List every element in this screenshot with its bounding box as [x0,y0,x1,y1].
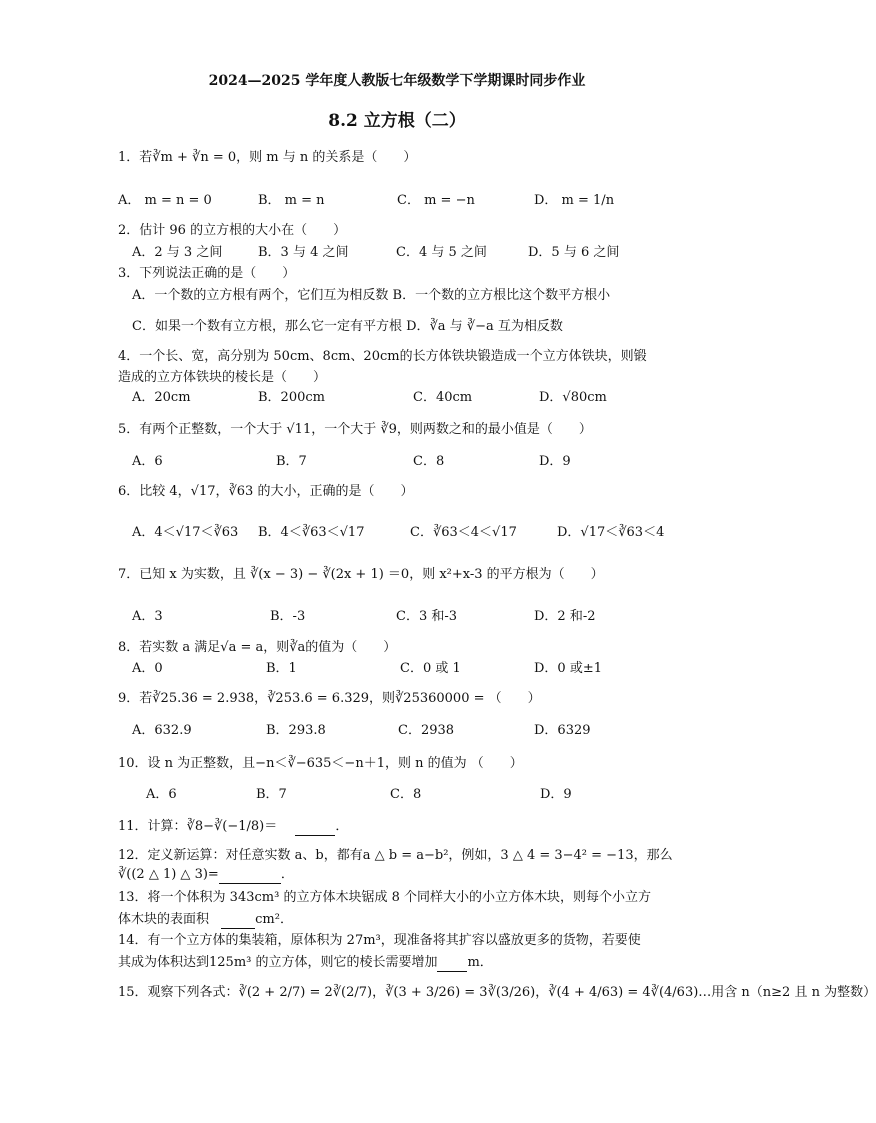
question-13: 13．将一个体积为 343cm³ 的立方体木块锯成 8 个同样大小的小立方体木块，则每个小立方 [118,890,651,905]
question-11 [118,817,348,836]
q6-option-a: A．4＜√17＜∛63 [132,525,239,540]
question-13-cont-text: 体木块的表面积 [118,912,210,927]
page-title: 2024—2025 学年度人教版七年级数学下学期课时同步作业 [208,73,586,89]
q8-option-c: C．0 或 1 [400,661,461,676]
q1-option-d: D． m = 1/n [534,193,615,208]
question-2: 2．估计 96 的立方根的大小在（ ） [118,223,347,238]
q2-option-d: D．5 与 6 之间 [528,245,620,260]
question-14-end: m． [467,955,493,970]
q7-option-c: C．3 和-3 [396,609,458,624]
question-14-cont-text: 其成为体积达到125m³ 的立方体，则它的棱长需要增加 [118,955,438,970]
q2-option-b: B．3 与 4 之间 [258,245,349,260]
q6-option-c: C．∛63＜4＜√17 [410,525,517,540]
answer-blank-14[interactable] [437,953,467,972]
q4-option-c: C．40cm [413,390,473,405]
question-8: 8．若实数 a 满足√a = a，则∛a的值为（ ） [118,640,397,655]
q3-options-ab: A．一个数的立方根有两个，它们互为相反数 B．一个数的立方根比这个数平方根小 [132,288,611,303]
question-1: 1．若∛m + ∛n = 0，则 m 与 n 的关系是（ ） [118,150,417,165]
q5-option-d: D．9 [539,454,571,469]
q10-option-d: D．9 [540,787,572,802]
question-9: 9．若∛25.36 = 2.938，∛253.6 = 6.329，则∛25360000 = （ ） [118,691,541,706]
q6-option-d: D．√17＜∛63＜4 [557,525,665,540]
q2-option-c: C．4 与 5 之间 [396,245,487,260]
question-12-cont-text: ∛((2 △ 1) △ 3)= [118,867,219,882]
question-10: 10．设 n 为正整数，且−n＜∛−635＜−n＋1，则 n 的值为 （ ） [118,756,523,771]
q9-option-a: A．632.9 [132,723,192,738]
q4-option-a: A．20cm [132,390,191,405]
q9-option-c: C．2938 [398,723,455,738]
q7-option-a: A．3 [132,609,163,624]
q10-option-b: B．7 [256,787,287,802]
question-4: 4．一个长、宽，高分别为 50cm、8cm、20cm的长方体铁块锻造成一个立方体铁块，则锻 [118,349,647,364]
q4-option-b: B．200cm [258,390,325,405]
question-14-cont [118,953,493,972]
q6-option-b: B．4＜∛63＜√17 [258,525,365,540]
question-14: 14．有一个立方体的集装箱，原体积为 27m³，现准备将其扩容以盛放更多的货物，若要使 [118,933,641,948]
question-11-text: 11．计算：∛8−∛(−1/8)＝ [118,819,278,834]
q2-option-a: A．2 与 3 之间 [132,245,223,260]
q7-option-b: B．-3 [270,609,306,624]
question-3: 3．下列说法正确的是（ ） [118,266,296,281]
question-7: 7．已知 x 为实数，且 ∛(x − 3) − ∛(2x + 1) ＝0，则 x²+x-3 的平方根为（ ） [118,567,604,582]
question-6: 6．比较 4，√17，∛63 的大小，正确的是（ ） [118,484,414,499]
question-12-end: ． [280,867,294,882]
q8-option-d: D．0 或±1 [534,661,602,676]
q5-option-c: C．8 [413,454,445,469]
q1-option-c: C． m = −n [397,193,475,208]
section-title: 8.2 立方根（二） [328,111,466,131]
answer-blank-11[interactable] [295,817,335,836]
question-4-cont: 造成的立方体铁块的棱长是（ ） [118,370,327,385]
q3-options-cd: C．如果一个数有立方根，那么它一定有平方根 D．∛a 与 ∛−a 互为相反数 [132,319,563,334]
question-15: 15．观察下列各式：∛(2 + 2/7) = 2∛(2/7)，∛(3 + 3/26) = 3∛(3/26)，∛(4 + 4/63) = 4∛(4/63)…用含 n（n≥2 且 n 为整数） [118,985,876,1000]
question-12: 12．定义新运算：对任意实数 a、b，都有a △ b = a−b²，例如，3 △ 4 = 3−4² = −13，那么 [118,848,673,863]
answer-blank-13[interactable] [221,910,255,929]
question-5: 5．有两个正整数，一个大于 √11，一个大于 ∛9，则两数之和的最小值是（ ） [118,422,592,437]
q7-option-d: D．2 和-2 [534,609,596,624]
question-11-end: ． [335,819,349,834]
q8-option-b: B．1 [266,661,297,676]
answer-blank-12[interactable] [219,865,281,884]
q9-option-d: D．6329 [534,723,591,738]
q4-option-d: D．√80cm [539,390,607,405]
q1-option-a: A． m = n = 0 [118,193,212,208]
q9-option-b: B．293.8 [266,723,326,738]
question-13-end: cm²． [255,912,293,927]
question-12-cont [118,865,294,884]
q8-option-a: A．0 [132,661,163,676]
q5-option-a: A．6 [132,454,163,469]
question-13-cont [118,910,293,929]
q1-option-b: B． m = n [258,193,325,208]
q10-option-c: C．8 [390,787,422,802]
q10-option-a: A．6 [146,787,177,802]
q5-option-b: B．7 [276,454,307,469]
